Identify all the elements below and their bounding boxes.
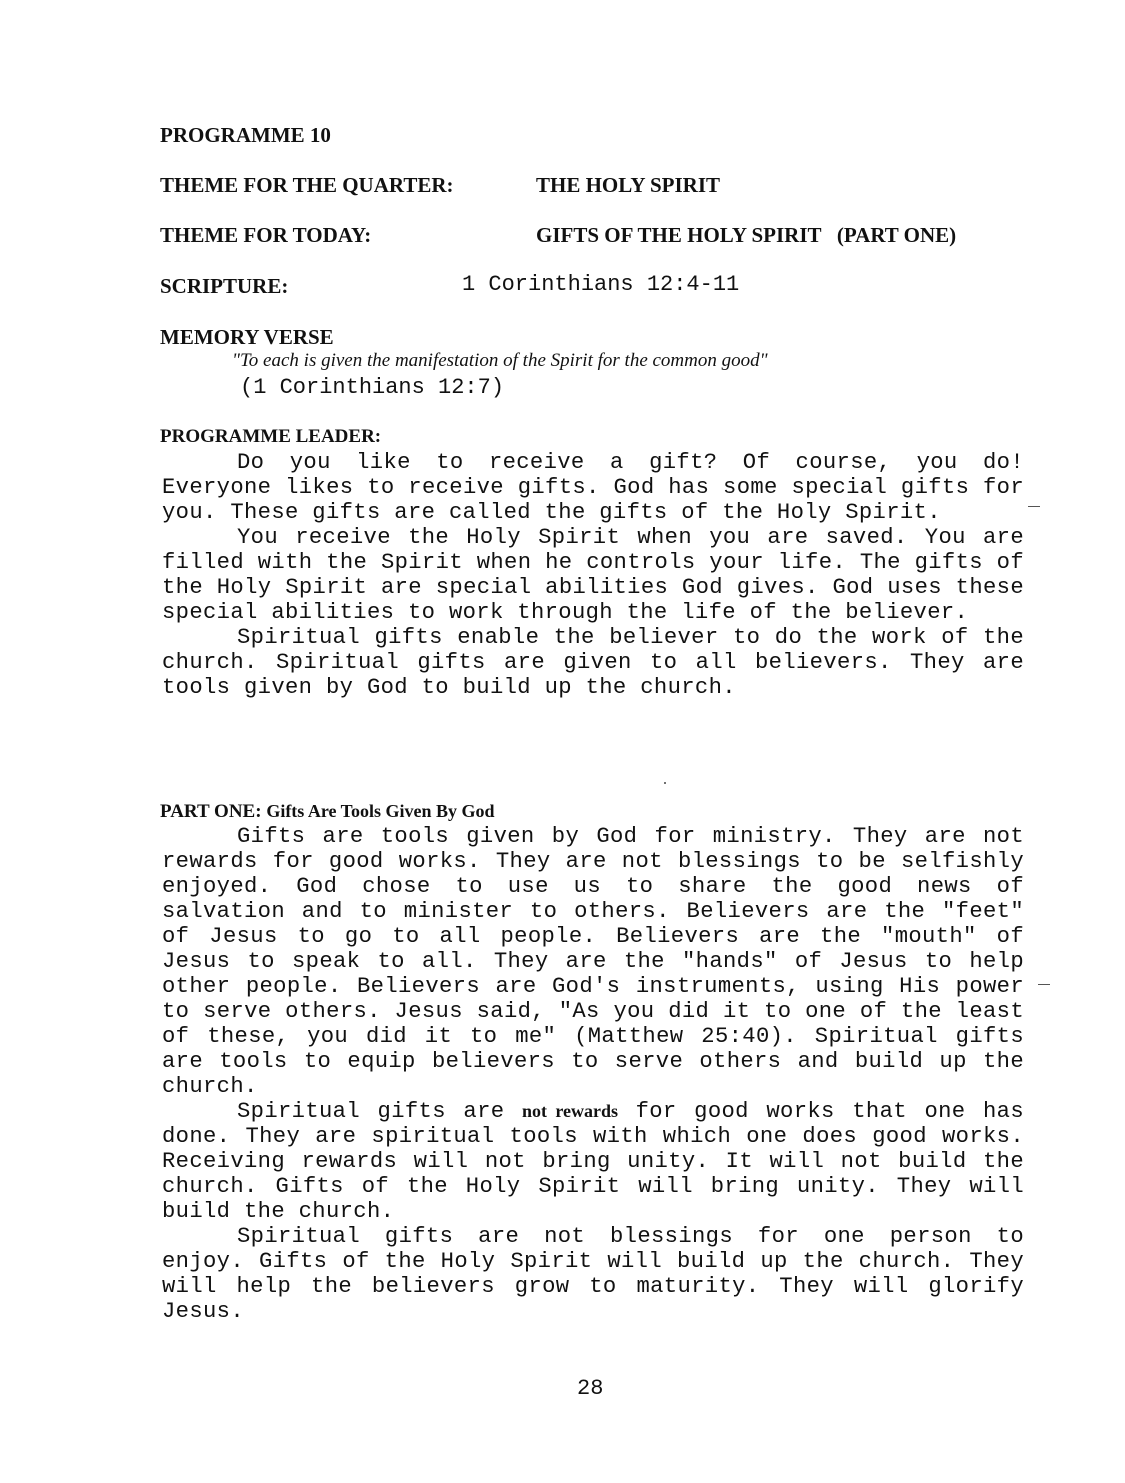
scripture-label: SCRIPTURE: bbox=[160, 274, 289, 298]
programme-leader-body bbox=[162, 450, 1024, 700]
programme-number: PROGRAMME 10 bbox=[160, 123, 331, 147]
today-theme-value: GIFTS OF THE HOLY SPIRIT (PART ONE) bbox=[536, 223, 957, 247]
paragraph-text: for good works that one has done. They are spiritual tools with which one does good works. Receiving rewards will not bring unity. It will not build the church. Gifts of the Holy Spirit will bring unity. They will build the church. bbox=[162, 1099, 1024, 1224]
part-one-heading bbox=[160, 801, 495, 823]
memory-verse-quote: "To each is given the manifestation of the Spirit for the common good" bbox=[232, 350, 768, 371]
part-one-subtitle: Gifts Are Tools Given By God bbox=[266, 801, 495, 821]
memory-verse-label: MEMORY VERSE bbox=[160, 325, 334, 349]
emphasis-text: not rewards bbox=[521, 1101, 619, 1121]
part-one-paragraph bbox=[162, 1099, 1024, 1224]
leader-paragraph: Spiritual gifts enable the believer to do the work of the church. Spiritual gifts are given to all believers. They are tools given by God to build up the church. bbox=[162, 625, 1024, 700]
margin-mark bbox=[1038, 984, 1050, 985]
page-number: 28 bbox=[577, 1376, 604, 1401]
memory-verse-reference: (1 Corinthians 12:7) bbox=[240, 375, 505, 400]
quarter-theme-value: THE HOLY SPIRIT bbox=[536, 173, 721, 197]
part-one-body bbox=[162, 824, 1024, 1324]
today-theme-label: THEME FOR TODAY: bbox=[160, 223, 372, 247]
scripture-reference: 1 Corinthians 12:4-11 bbox=[462, 272, 740, 297]
programme-leader-label: PROGRAMME LEADER: bbox=[160, 426, 382, 447]
part-one-label: PART ONE: bbox=[160, 801, 262, 822]
margin-mark bbox=[1028, 506, 1040, 507]
part-one-paragraph: Spiritual gifts are not blessings for one person to enjoy. Gifts of the Holy Spirit will build up the church. They will help the believers grow to maturity. They will glorify Jesus. bbox=[162, 1224, 1024, 1324]
leader-paragraph: Do you like to receive a gift? Of course, you do! Everyone likes to receive gifts. God has some special gifts for you. These gifts are called the gifts of the Holy Spirit. bbox=[162, 450, 1024, 525]
part-one-paragraph: Gifts are tools given by God for ministry. They are not rewards for good works. They are not blessings to be selfishly enjoyed. God chose to use us to share the good news of salvation and to minister to others. Believers are the "feet" of Jesus to go to all people. Believers are the "mouth" of Jesus to speak to all. They are the "hands" of Jesus to help other people. Believers are God's instruments, using His power to serve others. Jesus said, "As you did it to one of the least of these, you did it to me" (Matthew 25:40). Spiritual gifts are tools to equip believers to serve others and build up the church. bbox=[162, 824, 1024, 1099]
scan-speck bbox=[664, 782, 666, 784]
paragraph-text: Spiritual gifts are bbox=[237, 1099, 505, 1124]
quarter-theme-label: THEME FOR THE QUARTER: bbox=[160, 173, 454, 197]
leader-paragraph: You receive the Holy Spirit when you are saved. You are filled with the Spirit when he controls your life. The gifts of the Holy Spirit are special abilities God gives. God uses these special abilities to work through the life of the believer. bbox=[162, 525, 1024, 625]
